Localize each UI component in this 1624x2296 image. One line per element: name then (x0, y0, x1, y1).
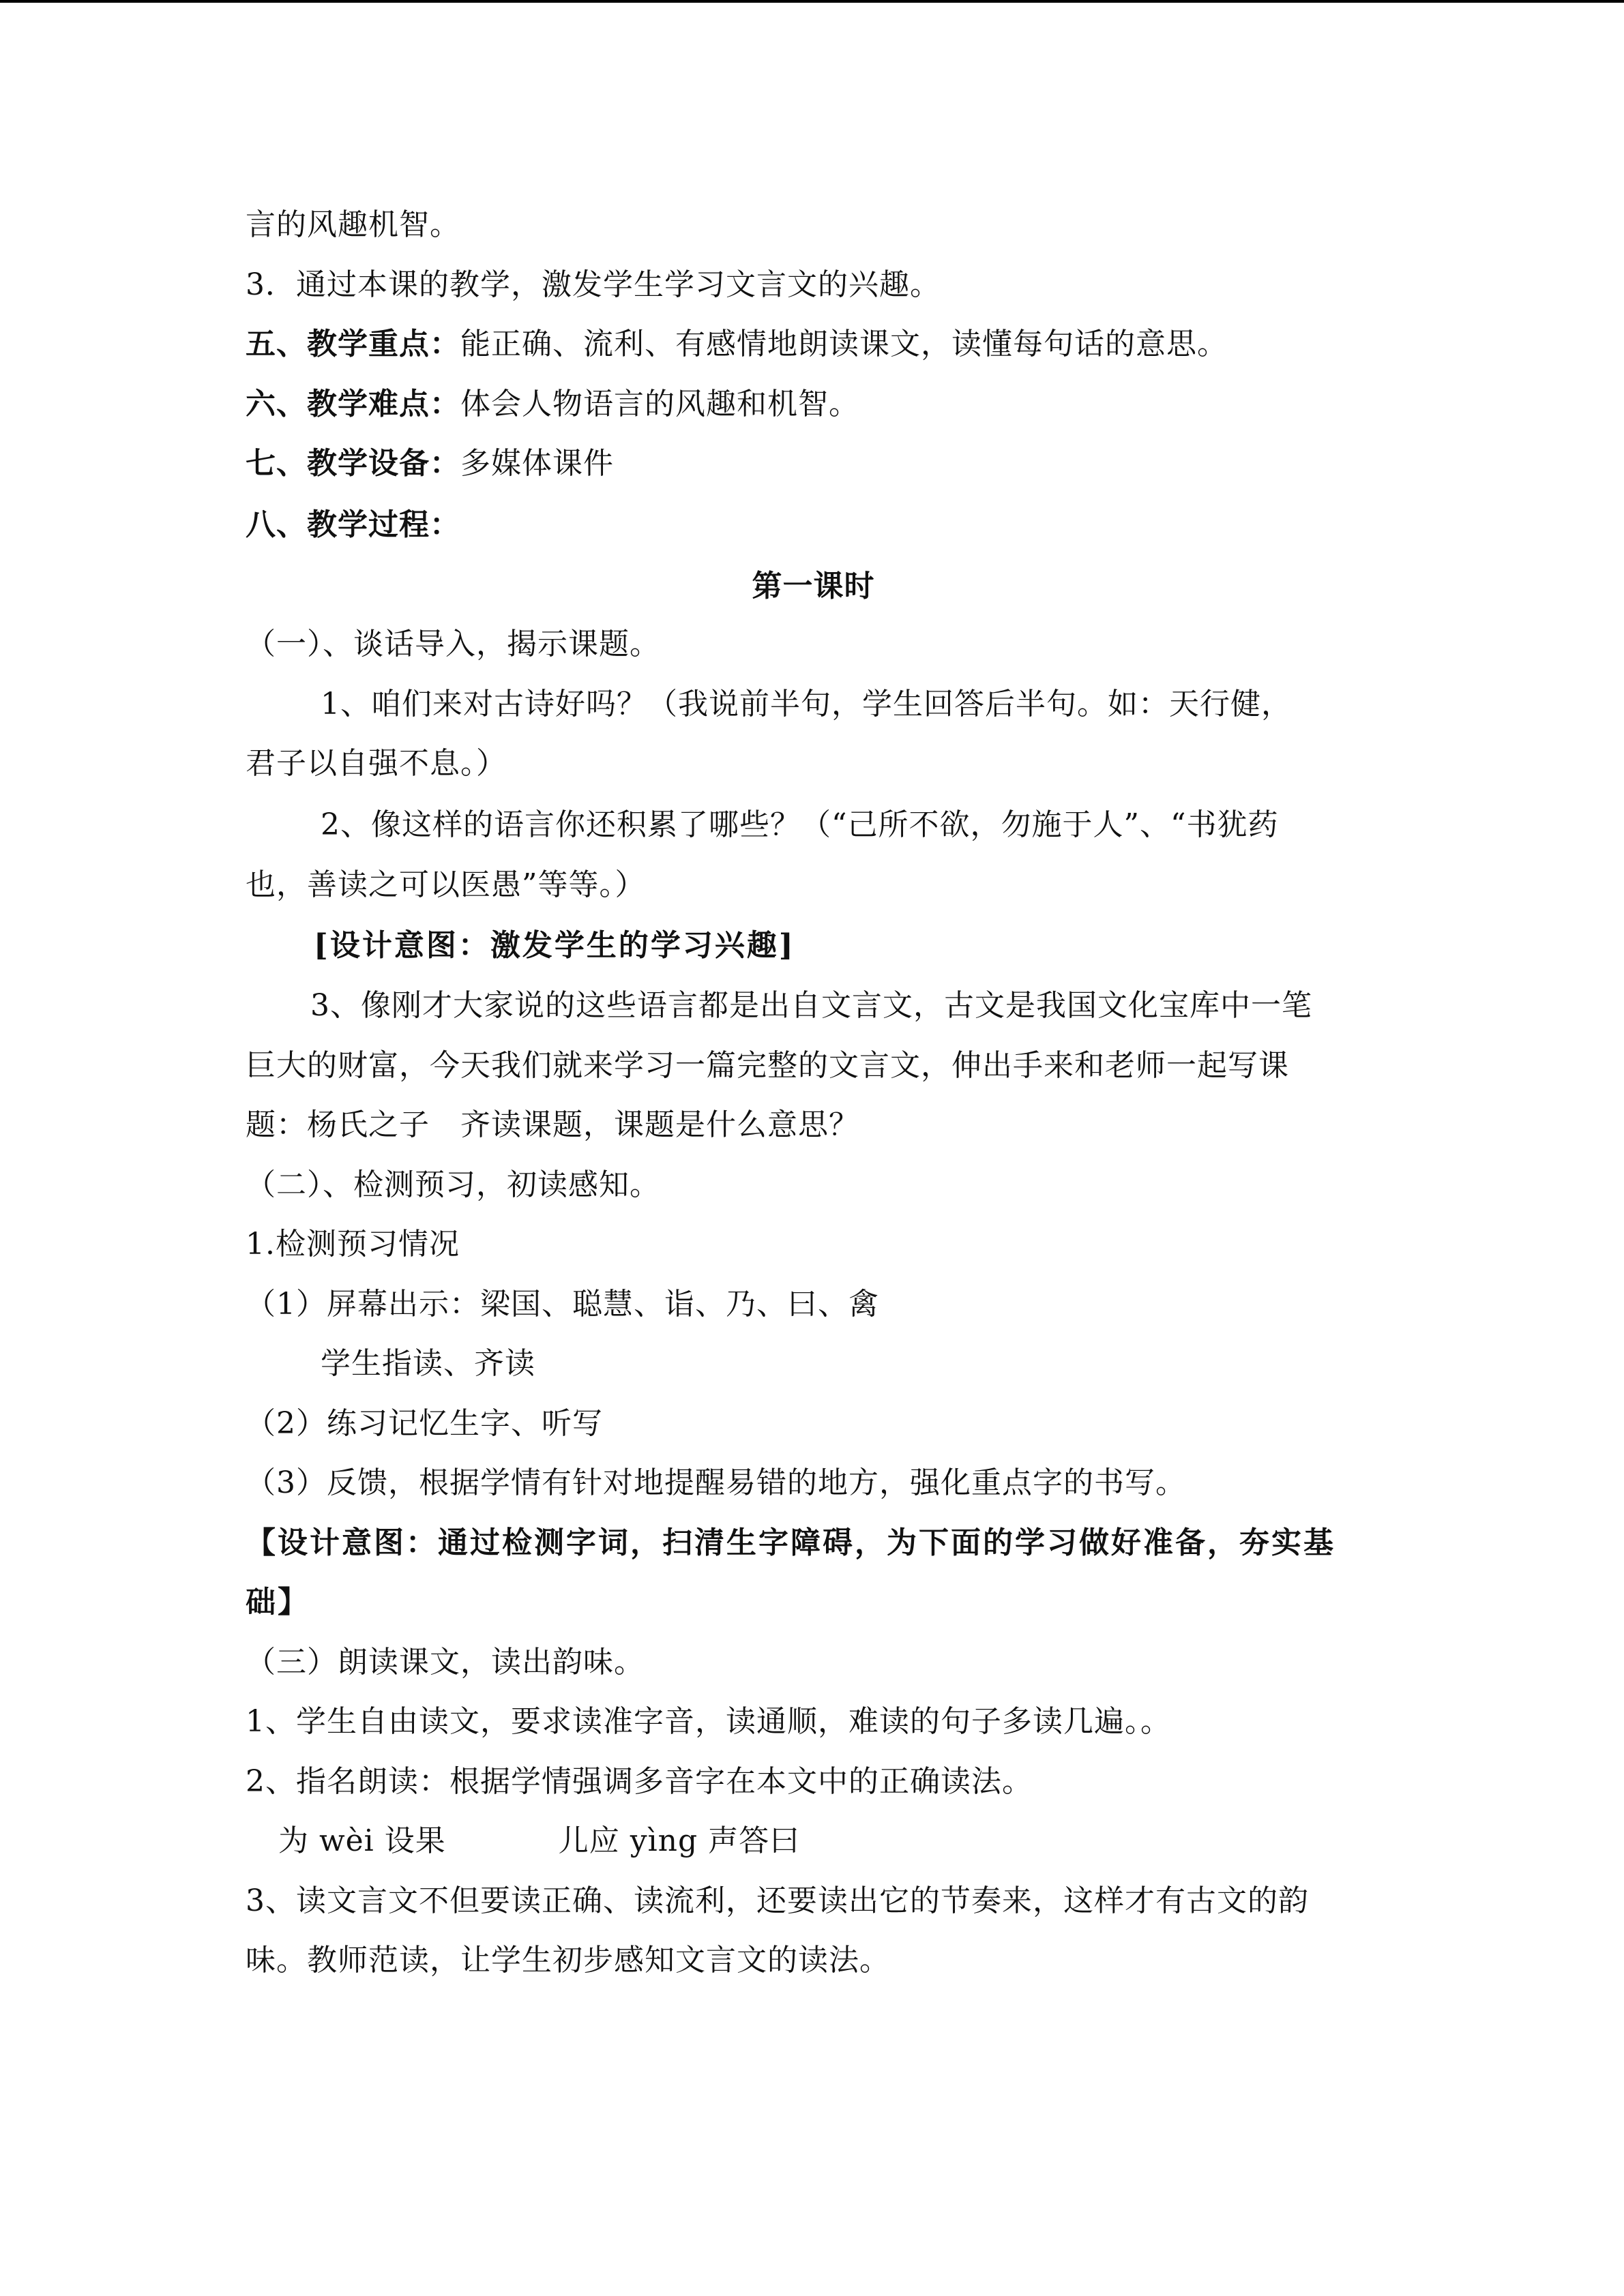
paragraph-line: 1、学生自由读文，要求读准字音，读通顺，难读的句子多读几遍。。 (246, 1704, 1171, 1739)
lesson-title: 第一课时 (752, 569, 875, 603)
paragraph-line: 巨大的财富，今天我们就来学习一篇完整的文言文，伸出手来和老师一起写课 (246, 1048, 1289, 1083)
paragraph-line: 3、像刚才大家说的这些语言都是出自文言文，古文是我国文化宝库中一笔 (310, 988, 1312, 1023)
paragraph-line: 君子以自强不息。） (246, 746, 507, 781)
section-heading: 七、教学设备： (246, 446, 460, 481)
step-heading: （三）朗读课文，读出韵味。 (246, 1645, 645, 1680)
objective-3: 3．通过本课的教学，激发学生学习文言文的兴趣。 (246, 267, 941, 302)
paragraph-line: 言的风趣机智。 (246, 207, 460, 242)
paragraph-line: 2、指名朗读：根据学情强调多音字在本文中的正确读法。 (246, 1764, 1033, 1799)
section-heading: 五、教学重点： (246, 327, 460, 361)
design-intent: [设计意图：激发学生的学习兴趣] (314, 928, 795, 963)
paragraph-line: 味。教师范读，让学生初步感知文言文的读法。 (246, 1943, 890, 1978)
paragraph-line: 题：杨氏之子 齐读课题，课题是什么意思？ (246, 1107, 859, 1142)
paragraph-line: 3、读文言文不但要读正确、读流利，还要读出它的节奏来，这样才有古文的韵 (246, 1883, 1309, 1918)
pinyin-example: 为 wèi 设果 (278, 1823, 446, 1858)
paragraph-line: 1.检测预习情况 (246, 1227, 460, 1262)
paragraph-line: （3）反馈，根据学情有针对地提醒易错的地方，强化重点字的书写。 (246, 1465, 1186, 1500)
paragraph-line: （2）练习记忆生字、听写 (246, 1406, 603, 1441)
pinyin-examples (278, 1821, 800, 1862)
teaching-focus (246, 324, 1228, 365)
paragraph-line: 1、咱们来对古诗好吗？（我说前半句，学生回答后半句。如：天行健， (321, 687, 1292, 721)
section-text: 体会人物语言的风趣和机智。 (460, 387, 859, 421)
step-heading: （二）、检测预习，初读感知。 (246, 1167, 660, 1202)
paragraph-line: （1）屏幕出示：梁国、聪慧、诣、乃、曰、禽 (246, 1287, 879, 1322)
section-heading: 八、教学过程： (246, 507, 460, 542)
teaching-process (246, 505, 460, 546)
paragraph-line: 2、像这样的语言你还积累了哪些？（“己所不欲，勿施于人”、“书犹药 (321, 807, 1279, 842)
section-text: 多媒体课件 (460, 446, 614, 481)
paragraph-line: 学生指读、齐读 (321, 1346, 535, 1381)
step-heading: （一）、谈话导入，揭示课题。 (246, 627, 660, 661)
paragraph-line: 也，善读之可以医愚”等等。） (246, 867, 646, 902)
design-intent: 【设计意图：通过检测字词，扫清生字障碍，为下面的学习做好准备，夯实基 (246, 1525, 1335, 1560)
teaching-equipment (246, 443, 614, 484)
section-text: 能正确、流利、有感情地朗读课文，读懂每句话的意思。 (460, 327, 1228, 361)
teaching-difficulty (246, 384, 859, 425)
design-intent-continued: 础】 (246, 1585, 310, 1620)
pinyin-example: 儿应 yìng 声答曰 (558, 1823, 801, 1858)
page-top-border (0, 0, 1624, 3)
section-heading: 六、教学难点： (246, 387, 460, 421)
